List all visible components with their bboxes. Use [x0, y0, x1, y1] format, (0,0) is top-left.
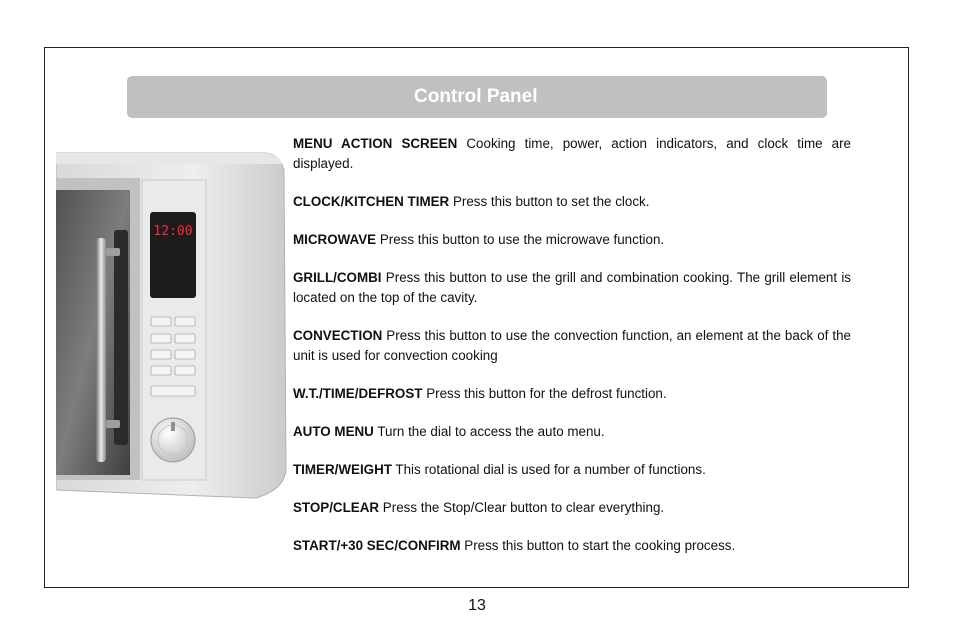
display-time: 12:00	[153, 224, 193, 239]
description-item	[293, 192, 851, 212]
item-text: Press this button to use the microwave function.	[379, 232, 665, 247]
description-item	[293, 536, 851, 556]
item-text: This rotational dial is used for a number of functions.	[395, 462, 706, 477]
page-number: 13	[468, 597, 486, 614]
item-label: CONVECTION	[293, 328, 383, 343]
section-title: Control Panel	[414, 86, 538, 107]
item-text: Press this button to use the convection function, an element at the back of the unit is used for convection cooking	[293, 328, 851, 363]
description-item	[293, 134, 851, 174]
item-text: Turn the dial to access the auto menu.	[377, 424, 605, 439]
item-label: W.T./TIME/DEFROST	[293, 386, 423, 401]
item-label: START/+30 SEC/CONFIRM	[293, 538, 461, 553]
section-title-bar	[127, 76, 827, 118]
description-item	[293, 326, 851, 366]
description-item	[293, 384, 851, 404]
item-label: MENU ACTION SCREEN	[293, 136, 458, 151]
item-text: Press the Stop/Clear button to clear everything.	[382, 500, 665, 515]
item-label: TIMER/WEIGHT	[293, 462, 392, 477]
item-label: STOP/CLEAR	[293, 500, 380, 515]
item-label: AUTO MENU	[293, 424, 374, 439]
description-item	[293, 498, 851, 518]
control-descriptions	[293, 134, 851, 574]
item-text: Press this button to use the grill and combination cooking. The grill element is located on the top of the cavity.	[293, 270, 851, 305]
description-item	[293, 268, 851, 308]
item-text: Cooking time, power, action indicators, and clock time are displayed.	[293, 136, 851, 171]
microwave-control-panel-image	[56, 150, 288, 505]
description-item	[293, 230, 851, 250]
item-text: Press this button to set the clock.	[452, 194, 650, 209]
item-label: MICROWAVE	[293, 232, 377, 247]
item-label: GRILL/COMBI	[293, 270, 382, 285]
item-text: Press this button for the defrost function.	[426, 386, 667, 401]
item-label: CLOCK/KITCHEN TIMER	[293, 194, 450, 209]
description-item	[293, 460, 851, 480]
description-item	[293, 422, 851, 442]
item-text: Press this button to start the cooking process.	[464, 538, 736, 553]
